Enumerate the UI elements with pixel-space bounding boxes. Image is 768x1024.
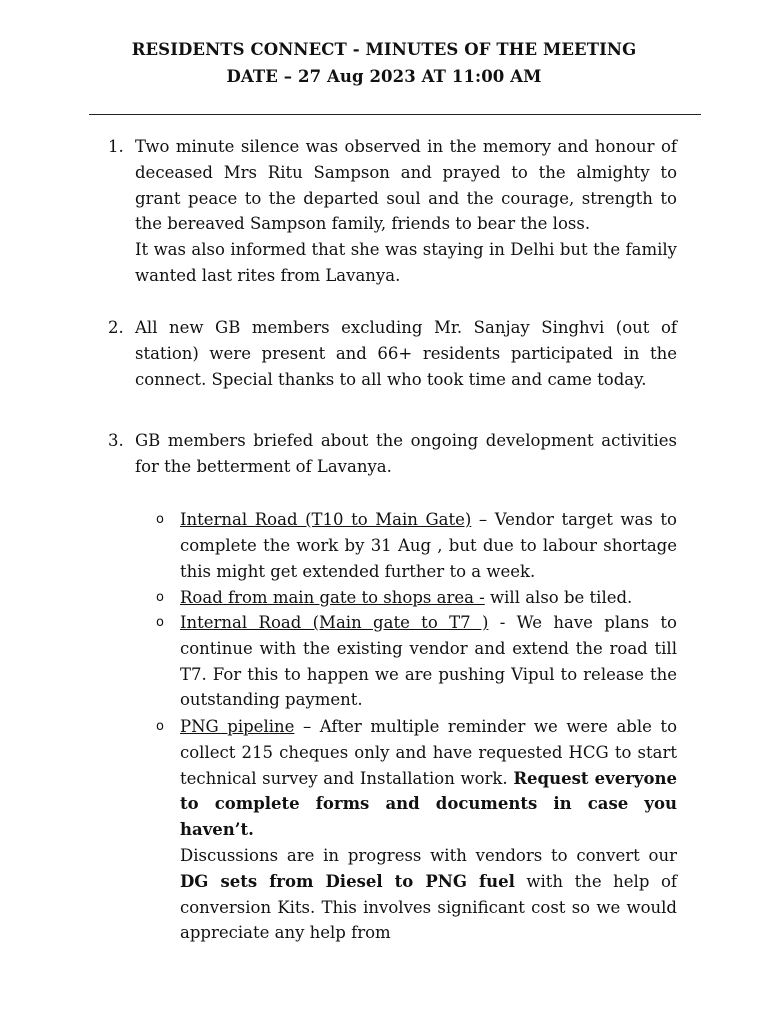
sub-item-png-pipeline [156,714,677,946]
continuation-text: Discussions are in progress with vendors to convert our [180,845,677,865]
sub-item-heading: Road from main gate to shops area - [180,588,485,607]
list-item-number: 1. [108,137,124,156]
bold-request-text: Request everyone to complete forms and documents in case you haven’t. [180,768,677,840]
bold-dg-sets-text: DG sets from Diesel to PNG fuel [180,871,515,891]
list-item-3 [108,428,677,480]
document-title: RESIDENTS CONNECT - MINUTES OF THE MEETING [131,40,637,59]
bullet-icon: o [156,719,164,734]
sub-item-text: will also be tiled. [484,588,633,607]
bullet-icon: o [156,590,164,605]
bullet-icon: o [156,512,164,527]
sub-item-text: - We have plans to continue with the existing vendor and extend the road till T7. For this to happen we are pushing Vipul to release the outstanding payment. [180,613,677,710]
sub-item-road-shops-area [156,585,677,611]
continuation-text: with the help of conversion Kits. This involves significant cost so we would appreciate any help from [180,871,677,943]
list-item-number: 2. [108,318,124,337]
item-1-paragraph-1: Two minute silence was observed in the memory and honour of deceased Mrs Ritu Sampson and prayed to the almighty to grant peace to the departed soul and the courage, strength to the bereaved Sampson family, friends to bear the loss. [135,137,677,234]
sub-item-internal-road-t7 [156,610,677,713]
list-item-number: 3. [108,431,124,450]
png-paragraph-2 [180,843,677,946]
bullet-icon: o [156,615,164,630]
sub-item-text: – After multiple reminder we were able to collect 215 cheques only and have requested HCG to start technical survey and Installation work. [180,717,677,788]
sub-item-heading: PNG pipeline [180,717,295,736]
sub-item-internal-road-t10 [156,507,677,584]
list-item-2 [108,315,677,392]
list-item-1 [108,134,677,289]
png-paragraph-1 [180,714,677,843]
meeting-date: DATE – 27 Aug 2023 AT 11:00 AM [226,67,542,86]
item-2-paragraph: All new GB members excluding Mr. Sanjay Singhvi (out of station) were present and 66+ residents participated in the connect. Special thanks to all who took time and came today. [135,318,677,389]
item-3-paragraph: GB members briefed about the ongoing development activities for the betterment of Lavanya. [135,431,677,476]
header-divider [89,114,701,115]
sub-item-heading: Internal Road (T10 to Main Gate) [180,510,472,529]
item-1-paragraph-2: It was also informed that she was staying in Delhi but the family wanted last rites from Lavanya. [135,240,677,285]
sub-item-heading: Internal Road (Main gate to T7 ) [180,613,489,632]
sub-item-text: – Vendor target was to complete the work by 31 Aug , but due to labour shortage this might get extended further to a week. [180,510,677,581]
